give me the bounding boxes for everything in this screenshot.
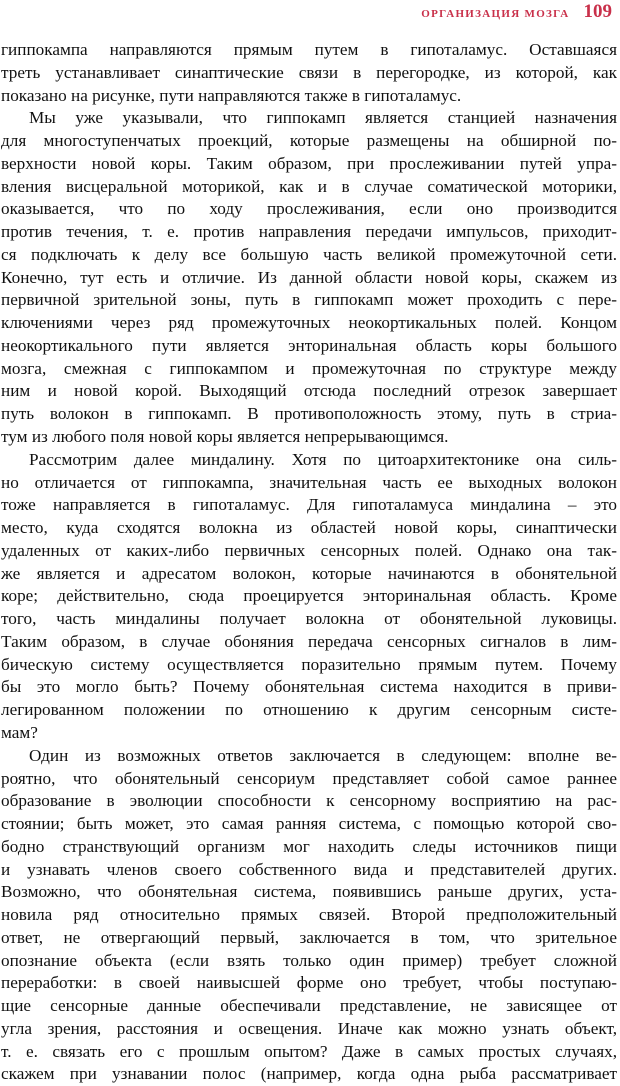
text-line: легированном положении по отношению к другим сенсорным систе-: [1, 700, 617, 720]
text-line: удаленных от каких-либо первичных сенсорных полей. Однако она так-: [1, 540, 617, 560]
text-line: Возможно, что обонятельная система, появившись раньше других, уста-: [1, 882, 617, 902]
text-line: опознание объекта (если взять только один пример) требует сложной: [1, 950, 617, 970]
text-line: путь волокон в гиппокамп. В противоположность этому, путь в стриа-: [1, 404, 617, 424]
text-line: угла зрения, расстояния и освещения. Иначе как можно узнать объект,: [1, 1018, 617, 1038]
text-line: бодно странствующий организм мог находить следы источников пищи: [1, 836, 617, 856]
text-line: ним и новой корой. Выходящий отсюда последний отрезок завершает: [1, 381, 617, 401]
text-line: ответ, не отвергающий первый, заключается в том, что зрительное: [1, 927, 617, 947]
text-line: бы это могло быть? Почему обонятельная система находится в приви-: [1, 677, 617, 697]
page-number: 109: [583, 1, 612, 22]
text-line: верхности новой коры. Таким образом, при прослеживании путей упра-: [1, 153, 617, 173]
text-line: ся подключать к делу все большую часть великой промежуточной сети.: [1, 244, 617, 264]
text-line: мозга, смежная с гиппокампом и промежуточная по структуре между: [1, 358, 617, 378]
text-line: треть устанавливает синаптические связи в перегородке, из которой, как: [1, 62, 617, 82]
body-text: [1, 39, 617, 1086]
text-line: стоянии; быть может, это самая ранняя система, с помощью которой сво-: [1, 814, 617, 834]
text-line: тум из любого поля новой коры является непрерывающимся.: [1, 427, 449, 447]
text-line: показано на рисунке, пути направляются также в гипоталамус.: [1, 85, 462, 105]
text-line: новила ряд относительно прямых связей. Второй предположительный: [1, 905, 617, 925]
text-line: но отличается от гиппокампа, значительная часть ее выходных волокон: [1, 472, 617, 492]
text-line: т. е. связать его с прошлым опытом? Даже в самых простых случаях,: [1, 1041, 617, 1061]
text-line: же является и адресатом волокон, которые начинаются в обонятельной: [1, 563, 617, 583]
text-line: место, куда сходятся волокна из областей новой коры, синаптически: [1, 518, 617, 538]
text-line: Один из возможных ответов заключается в следующем: вполне ве-: [29, 745, 617, 765]
section-title: ОРГАНИЗАЦИЯ МОЗГА: [421, 8, 570, 20]
text-line: Рассмотрим далее миндалину. Хотя по цитоархитектонике она силь-: [29, 449, 617, 469]
text-line: ключениями через ряд промежуточных неокортикальных полей. Концом: [1, 313, 617, 333]
running-head: [421, 1, 612, 23]
text-line: Таким образом, в случае обоняния передача сенсорных сигналов в лим-: [1, 631, 617, 651]
text-line: мам?: [1, 722, 38, 742]
text-line: первичной зрительной зоны, путь в гиппокамп может проходить с пере-: [1, 290, 617, 310]
text-line: Конечно, тут есть и отличие. Из данной области новой коры, скажем из: [1, 267, 617, 287]
text-line: роятно, что обонятельный сенсориум представляет собой самое раннее: [1, 768, 617, 788]
text-line: неокортикального пути является энторинальная область коры большого: [1, 335, 617, 355]
text-line: щие сенсорные данные обеспечивали представление, не зависящее от: [1, 996, 617, 1016]
text-line: и узнавать членов своего собственного вида и представителей других.: [1, 859, 617, 879]
text-line: скажем при узнавании полос (например, когда одна рыба рассматривает: [1, 1064, 617, 1084]
text-line: для многоступенчатых проекций, которые размещены на обширной по-: [1, 131, 617, 151]
text-line: переработки: в своей наивысшей форме оно требует, чтобы поступаю-: [1, 973, 617, 993]
text-line: того, часть миндалины получает волокна от обонятельной луковицы.: [1, 609, 617, 629]
text-line: гиппокампа направляются прямым путем в гипоталамус. Оставшаяся: [1, 40, 617, 59]
text-line: оказывается, что по ходу прослеживания, если оно производится: [1, 199, 617, 219]
text-line: образование в эволюции способности к сенсорному восприятию на рас-: [1, 791, 617, 811]
text-line: против течения, т. е. против направления передачи импульсов, приходит-: [1, 222, 617, 242]
text-line: бическую систему осуществляется поразительно прямым путем. Почему: [1, 654, 617, 674]
text-line: коре; действительно, сюда проецируется энторинальная область. Кроме: [1, 586, 617, 606]
text-line: тоже направляется в гипоталамус. Для гипоталамуса миндалина – это: [1, 495, 617, 515]
text-line: Мы уже указывали, что гиппокамп является станцией назначения: [29, 108, 617, 128]
text-line: вления висцеральной моторикой, как и в случае соматической моторики,: [1, 176, 617, 196]
